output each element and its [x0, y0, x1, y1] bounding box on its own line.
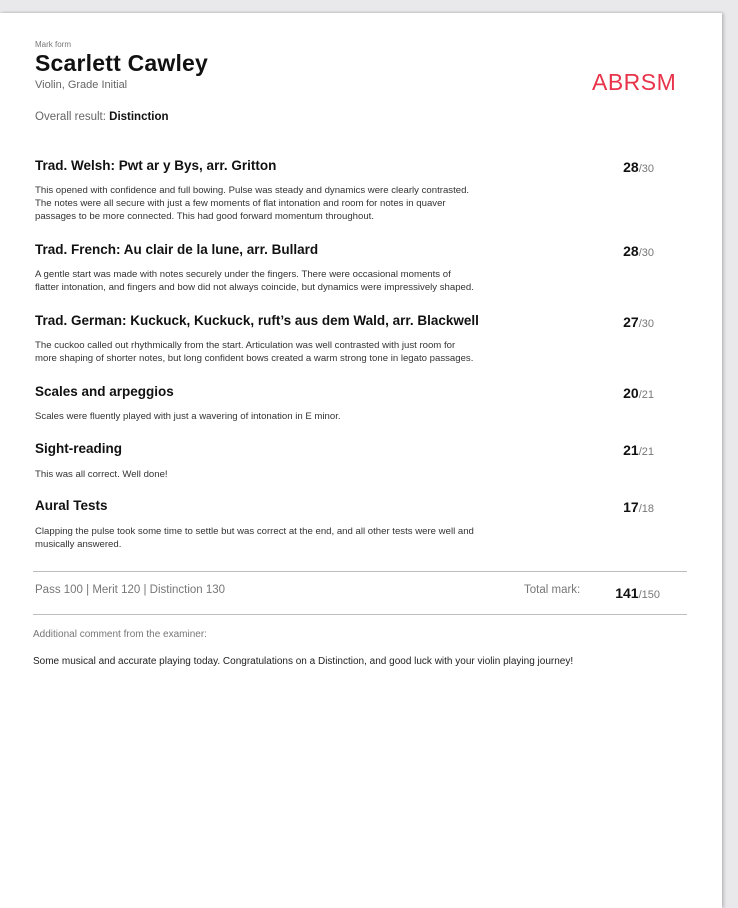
- section-comment: [35, 339, 525, 365]
- comment-line: The notes were all secure with just a few moments of flat intonation and room for notes in quaver: [35, 198, 446, 209]
- overall-result: [35, 111, 169, 123]
- score-value: 28: [623, 159, 639, 175]
- grade-thresholds: Pass 100 | Merit 120 | Distinction 130: [35, 584, 226, 596]
- comment-line: Clapping the pulse took some time to settle but was correct at the end, and all other tests were well and: [35, 526, 474, 537]
- comment-line: flatter intonation, and fingers and bow did not always coincide, but dynamics were impressively shaped.: [35, 282, 474, 293]
- section-title: Aural Tests: [35, 498, 108, 513]
- section-title: Trad. Welsh: Pwt ar y Bys, arr. Gritton: [35, 158, 277, 173]
- total-mark-value: 141: [615, 585, 639, 601]
- score-max: /21: [638, 389, 654, 401]
- section-score: [623, 442, 654, 458]
- candidate-name: Scarlett Cawley: [35, 50, 209, 76]
- section-comment: [35, 468, 525, 481]
- total-mark-max: /150: [638, 589, 660, 601]
- comment-line: passages to be more connected. This had good forward momentum throughout.: [35, 211, 375, 222]
- abrsm-logo: ABRSM: [592, 69, 677, 95]
- section-score: [623, 385, 654, 401]
- section-title: Trad. French: Au clair de la lune, arr. Bullard: [35, 242, 319, 257]
- section-comment: [35, 268, 525, 294]
- comment-line: more shaping of shorter notes, but long confident bows created a warm strong tone in legato passages.: [35, 353, 474, 364]
- section-score: [623, 159, 654, 175]
- comment-line: This was all correct. Well done!: [35, 469, 168, 480]
- score-max: /18: [638, 503, 654, 515]
- comment-line: This opened with confidence and full bowing. Pulse was steady and dynamics were clearly contrasted.: [35, 185, 470, 196]
- score-value: 21: [623, 442, 639, 458]
- comment-line: Scales were fluently played with just a wavering of intonation in E minor.: [35, 411, 341, 422]
- overall-result-label: Overall result:: [35, 111, 106, 123]
- section-comment: [35, 410, 525, 423]
- examiner-comment: Some musical and accurate playing today. Congratulations on a Distinction, and good luck with your violin playing journey!: [33, 656, 574, 667]
- score-max: /30: [638, 163, 654, 175]
- section-score: [623, 314, 654, 330]
- score-value: 27: [623, 314, 639, 330]
- score-value: 28: [623, 243, 639, 259]
- score-max: /30: [638, 247, 654, 259]
- divider: [33, 571, 687, 572]
- total-mark: [615, 585, 660, 601]
- section-title: Trad. German: Kuckuck, Kuckuck, ruft’s aus dem Wald, arr. Blackwell: [35, 313, 479, 328]
- score-max: /30: [638, 318, 654, 330]
- score-value: 20: [623, 385, 639, 401]
- section-comment: [35, 525, 525, 551]
- comment-line: The cuckoo called out rhythmically from the start. Articulation was well contrasted with just room for: [35, 340, 456, 351]
- mark-form-page: [0, 13, 722, 908]
- exam-subject: Violin, Grade Initial: [35, 79, 128, 91]
- form-label: Mark form: [35, 40, 71, 49]
- section-title: Scales and arpeggios: [35, 384, 174, 399]
- score-value: 17: [623, 499, 639, 515]
- comment-line: A gentle start was made with notes securely under the fingers. There were occasional moments of: [35, 269, 451, 280]
- divider: [33, 614, 687, 615]
- comment-line: musically answered.: [35, 539, 122, 550]
- total-mark-label: Total mark:: [524, 584, 581, 596]
- section-comment: [35, 184, 525, 223]
- overall-result-value: Distinction: [109, 111, 169, 123]
- score-max: /21: [638, 446, 654, 458]
- section-title: Sight-reading: [35, 441, 122, 456]
- section-score: [623, 499, 654, 515]
- examiner-comment-label: Additional comment from the examiner:: [33, 629, 207, 640]
- section-score: [623, 243, 654, 259]
